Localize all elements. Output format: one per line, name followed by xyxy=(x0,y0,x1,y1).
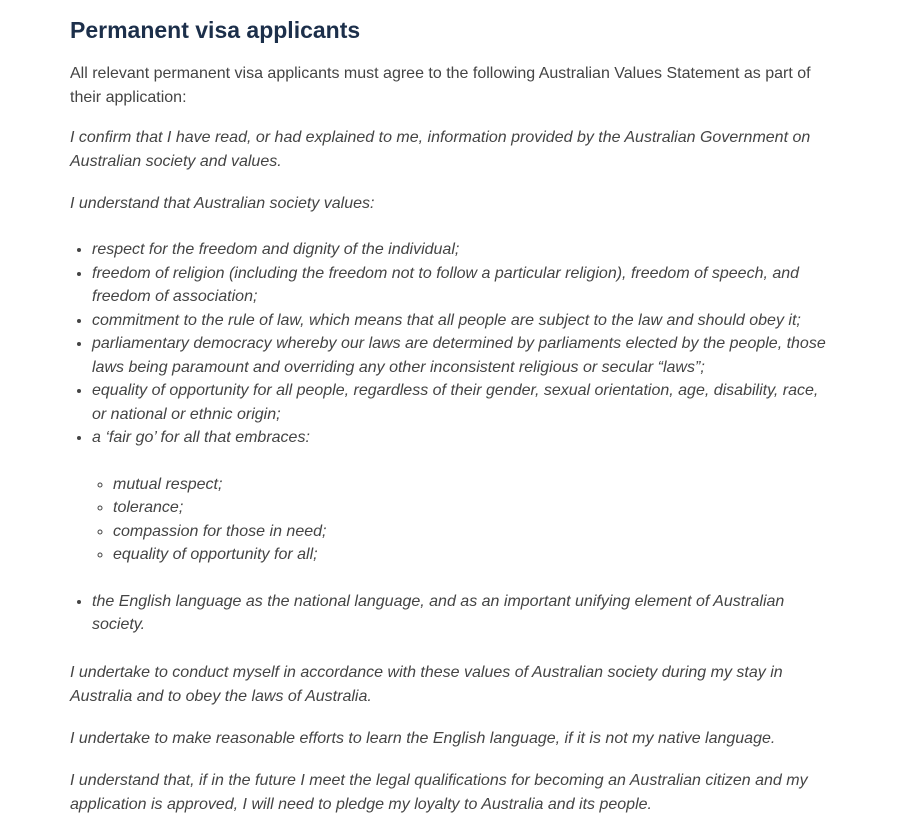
list-item: • respect for the freedom and dignity of the individual; xyxy=(92,238,830,262)
article-content xyxy=(70,14,830,835)
list-item: • equality of opportunity for all people, regardless of their gender, sexual orientation, age, disability, race, or national or ethnic origin; xyxy=(92,379,830,426)
pledge-statement: I understand that, if in the future I meet the legal qualifications for becoming an Australian citizen and my application is approved, I will need to pledge my loyalty to Australia and its people. xyxy=(70,771,808,813)
sub-list-item: ◦ tolerance; xyxy=(113,496,830,520)
english-statement: I undertake to make reasonable efforts to learn the English language, if it is not my native language. xyxy=(70,729,776,747)
list-item: • freedom of religion (including the freedom not to follow a particular religion), freedom of speech, and freedom of association; xyxy=(92,262,830,309)
values-list xyxy=(70,238,830,637)
fair-go-sublist xyxy=(92,473,830,567)
conduct-statement: I undertake to conduct myself in accordance with these values of Australian society during my stay in Australia and to obey the laws of Australia. xyxy=(70,663,783,705)
fair-go-label: a ‘fair go’ for all that embraces: xyxy=(92,429,310,446)
sub-list-item: ◦ mutual respect; xyxy=(113,473,830,497)
list-item: • parliamentary democracy whereby our laws are determined by parliaments elected by the people, those laws being paramount and overriding any other inconsistent religious or secular “laws”; xyxy=(92,332,830,379)
understand-statement: I understand that Australian society values: xyxy=(70,195,375,212)
page-heading: Permanent visa applicants xyxy=(70,17,361,43)
list-item: • commitment to the rule of law, which means that all people are subject to the law and should obey it; xyxy=(92,309,830,333)
intro-paragraph: All relevant permanent visa applicants must agree to the following Australian Values Statement as part of their application: xyxy=(70,65,811,106)
sub-list-item: ◦ compassion for those in need; xyxy=(113,520,830,544)
list-item-fair-go xyxy=(92,426,830,567)
confirm-statement: I confirm that I have read, or had explained to me, information provided by the Australian Government on Australian society and values. xyxy=(70,129,811,170)
sub-list-item: ◦ equality of opportunity for all; xyxy=(113,543,830,567)
list-item: • the English language as the national language, and as an important unifying element of Australian society. xyxy=(92,590,830,637)
